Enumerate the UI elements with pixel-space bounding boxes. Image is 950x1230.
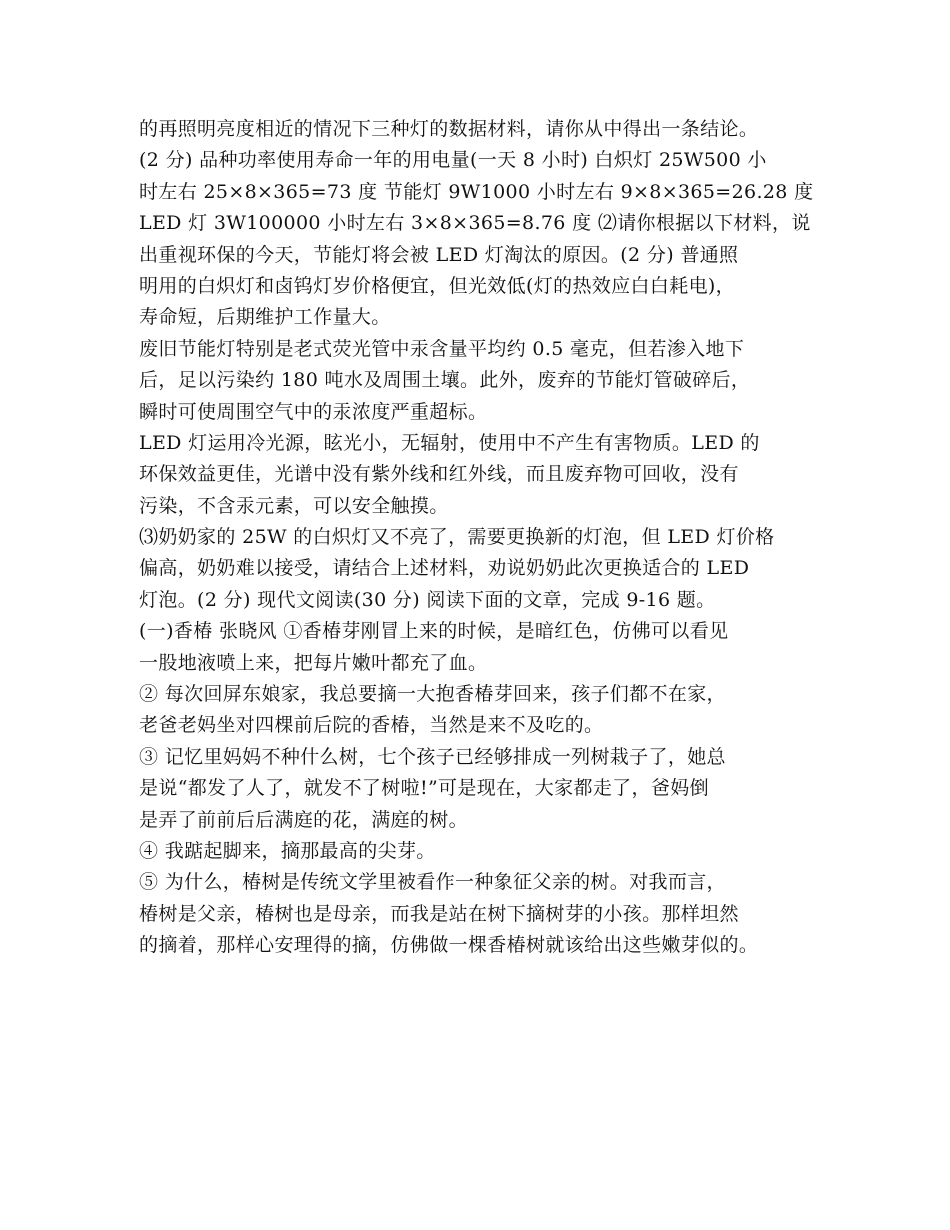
text-line: 是说“都发了人了，就发不了树啦!”可是现在，大家都走了，爸妈倒 [139,777,709,800]
text-line: 瞬时可使周围空气中的汞浓度严重超标。 [139,400,488,423]
text-line: 环保效益更佳，光谱中没有紫外线和红外线，而且废弃物可回收，没有 [139,463,739,486]
text-line: 后，足以污染约 180 吨水及周围土壤。此外，废弃的节能灯管破碎后， [139,369,751,392]
text-line: 椿树是父亲，椿树也是母亲，而我是站在树下摘树芽的小孩。那样坦然 [139,902,739,925]
text-line: 老爸老妈坐对四棵前后院的香椿，当然是来不及吃的。 [139,714,604,737]
text-line: 灯泡。(2 分) 现代文阅读(30 分) 阅读下面的文章，完成 9-16 题。 [139,588,716,611]
text-line: 污染，不含汞元素，可以安全触摸。 [139,494,449,517]
text-line: LED 灯 3W100000 小时左右 3×8×365=8.76 度 ⑵请你根据以下材料，说 [139,212,811,235]
text-line: LED 灯运用冷光源，眩光小，无辐射，使用中不产生有害物质。LED 的 [139,431,760,454]
text-line: 明用的白炽灯和卤钨灯岁价格便宜，但光效低(灯的热效应白白耗电)， [139,274,736,297]
text-line: 时左右 25×8×365=73 度 节能灯 9W1000 小时左右 9×8×365=26.28 度 [139,180,814,203]
document-body [139,114,829,962]
text-line: 偏高，奶奶难以接受，请结合上述材料，劝说奶奶此次更换适合的 LED [139,557,750,580]
text-line: ④ 我踮起脚来，摘那最高的尖芽。 [139,839,436,862]
text-line: ⑤ 为什么，椿树是传统文学里被看作一种象征父亲的树。对我而言， [139,871,726,894]
text-line: ③ 记忆里妈妈不种什么树，七个孩子已经够排成一列树栽子了，她总 [139,745,726,768]
text-line: 的再照明亮度相近的情况下三种灯的数据材料，请你从中得出一条结论。 [139,118,759,140]
text-line: 出重视环保的今天，节能灯将会被 LED 灯淘汰的原因。(2 分) 普通照 [139,243,739,266]
text-line: 寿命短，后期维护工作量大。 [139,306,391,329]
text-line: 一股地液喷上来，把每片嫩叶都充了血。 [139,651,488,674]
text-line: 是弄了前前后后满庭的花，满庭的树。 [139,808,468,831]
text-line: 的摘着，那样心安理得的摘，仿佛做一棵香椿树就该给出这些嫩芽似的。 [139,934,759,957]
text-line: (一)香椿 张晓风 ①香椿芽刚冒上来的时候，是暗红色，仿佛可以看见 [139,620,729,643]
text-line: ② 每次回屏东娘家，我总要摘一大抱香椿芽回来，孩子们都不在家， [139,683,726,706]
text-line: 废旧节能灯特别是老式荧光管中汞含量平均约 0.5 毫克，但若渗入地下 [139,337,745,360]
text-line: ⑶奶奶家的 25W 的白炽灯又不亮了，需要更换新的灯泡，但 LED 灯价格 [139,526,775,549]
text-line: (2 分) 品种功率使用寿命一年的用电量(一天 8 小时) 白炽灯 25W500 小 [139,149,767,172]
